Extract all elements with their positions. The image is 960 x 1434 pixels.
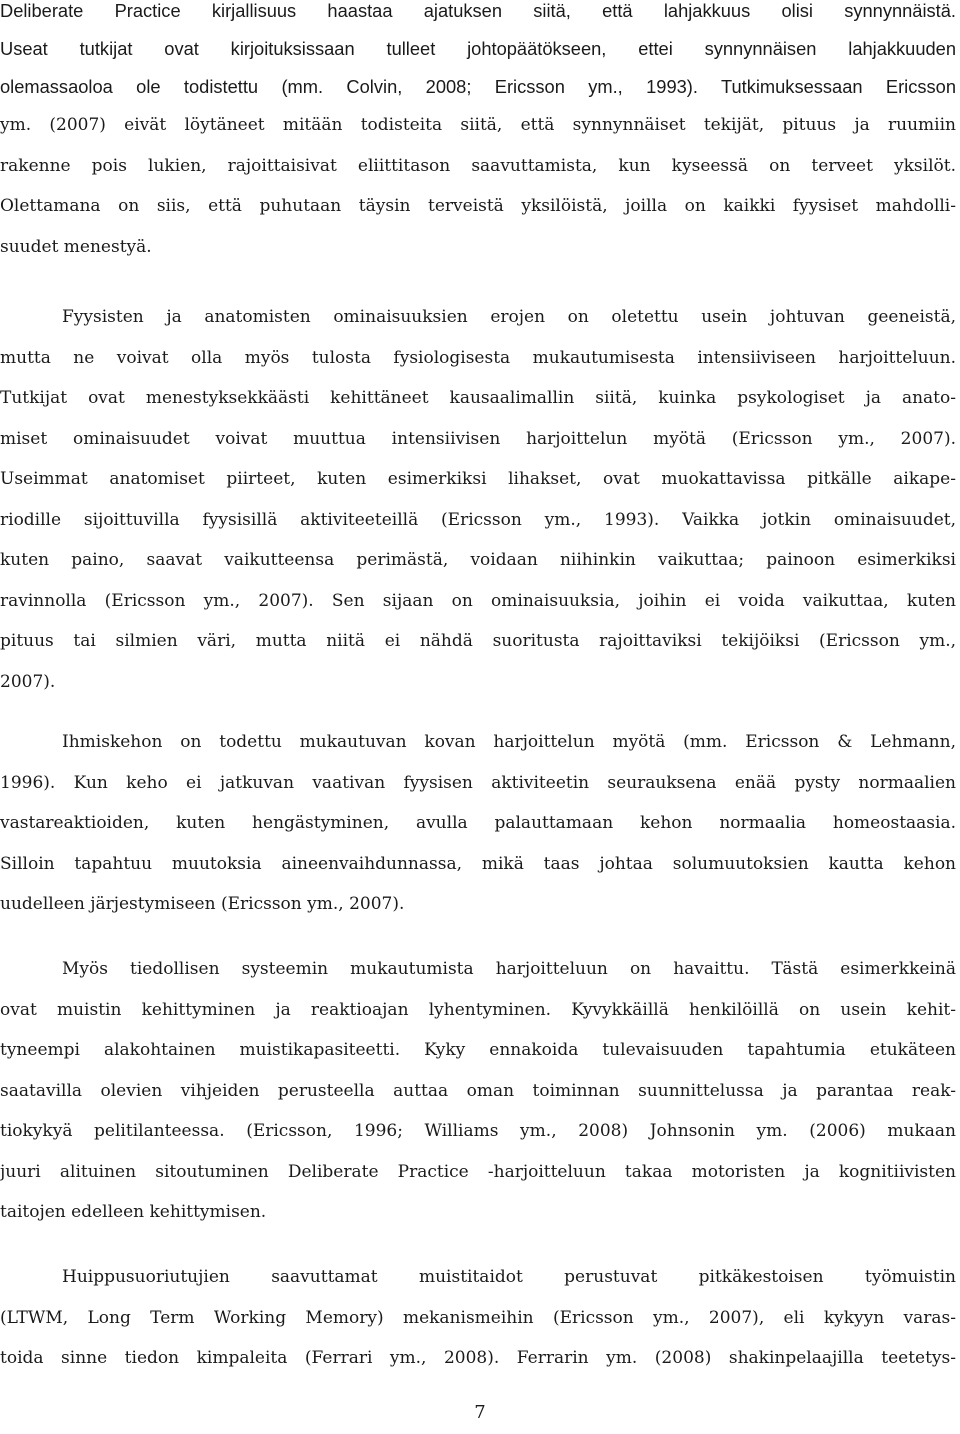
text-line: rakenne pois lukien, rajoittaisivat eliittitason saavuttamista, kun kyseessä on terveet yksilöt.	[0, 155, 956, 176]
text-line: pituus tai silmien väri, mutta niitä ei nähdä suoritusta rajoittaviksi tekijöiksi (Ericsson ym.,	[0, 631, 956, 651]
text-line: saatavilla olevien vihjeiden perusteella auttaa oman toiminnan suunnittelussa ja parantaa reak-	[0, 1080, 956, 1101]
text-line: Myös tiedollisen systeemin mukautumista harjoitteluun on havaittu. Tästä esimerkkeinä	[62, 959, 956, 979]
paragraph-intro	[0, 0, 956, 106]
text-line: Deliberate Practice kirjallisuus haastaa ajatuksen siitä, että lahjakkuus olisi synnynnäistä.	[0, 0, 956, 21]
text-line: tyneempi alakohtainen muistikapasiteetti. Kyky ennakoida tulevaisuuden tapahtumia etukäteen	[0, 1040, 956, 1060]
text-line: taitojen edelleen kehittymisen.	[0, 1202, 267, 1222]
text-line: vastareaktioiden, kuten hengästyminen, avulla palauttamaan kehon normaalia homeostaasia.	[0, 813, 956, 833]
text-line: mutta ne voivat olla myös tulosta fysiologisesta mukautumisesta intensiiviseen harjoitteluun.	[0, 347, 956, 368]
page-number: 7	[474, 1402, 486, 1423]
text-line: 2007).	[0, 671, 56, 692]
text-line: Fyysisten ja anatomisten ominaisuuksien erojen on oletettu usein johtuvan geeneistä,	[62, 307, 956, 327]
text-line: ym. (2007) eivät löytäneet mitään todisteita siitä, että synnynnäiset tekijät, pituus ja ruumiin	[0, 115, 956, 135]
text-line: Olettamana on siis, että puhutaan täysin terveistä yksilöistä, joilla on kaikki fyysiset mahdolli-	[0, 196, 956, 216]
paragraph-memory	[0, 1257, 956, 1379]
text-line: ravinnolla (Ericsson ym., 2007). Sen sijaan on ominaisuuksia, joihin ei voida vaikuttaa, kuten	[0, 590, 956, 611]
text-line: ovat muistin kehittyminen ja reaktioajan lyhentyminen. Kyvykkäillä henkilöillä on usein kehit-	[0, 999, 956, 1020]
text-line: kuten paino, saavat vaikutteensa perimästä, voidaan niihinkin vaikuttaa; painoon esimerkiksi	[0, 550, 956, 570]
text-line: Useat tutkijat ovat kirjoituksissaan tulleet johtopäätökseen, ettei synnynnäisen lahjakkuuden	[0, 38, 956, 59]
text-line: riodille sijoittuvilla fyysisillä aktiviteeteillä (Ericsson ym., 1993). Vaikka jotkin ominaisuudet,	[0, 509, 956, 530]
paragraph-cognitive-adaptation	[0, 949, 956, 1233]
text-line: suudet menestyä.	[0, 236, 152, 257]
text-line: Tutkijat ovat menestyksekkäästi kehittäneet kausaalimallin siitä, kuinka psykologiset ja anato-	[0, 388, 956, 408]
paragraph-body-adaptation	[0, 722, 956, 925]
text-line: juuri alituinen sitoutuminen Deliberate Practice -harjoitteluun takaa motoristen ja kognitiivisten	[0, 1161, 956, 1182]
paragraph-intro-continued	[0, 105, 956, 267]
text-line: 1996). Kun keho ei jatkuvan vaativan fyysisen aktiviteetin seurauksena enää pysty normaalien	[0, 772, 956, 793]
text-line: olemassaoloa ole todistettu (mm. Colvin, 2008; Ericsson ym., 1993). Tutkimuksessaan Ericsson	[0, 76, 956, 97]
paragraph-anatomy	[0, 297, 956, 702]
text-line: tiokykyä pelitilanteessa. (Ericsson, 1996; Williams ym., 2008) Johnsonin ym. (2006) mukaan	[0, 1121, 956, 1141]
text-line: (LTWM, Long Term Working Memory) mekanismeihin (Ericsson ym., 2007), eli kykyyn varas-	[0, 1307, 956, 1328]
text-line: Ihmiskehon on todettu mukautuvan kovan harjoittelun myötä (mm. Ericsson & Lehmann,	[62, 732, 956, 752]
text-line: Useimmat anatomiset piirteet, kuten esimerkiksi lihakset, ovat muokattavissa pitkälle aikape-	[0, 469, 956, 489]
text-line: miset ominaisuudet voivat muuttua intensiivisen harjoittelun myötä (Ericsson ym., 2007).	[0, 428, 956, 449]
text-line: uudelleen järjestymiseen (Ericsson ym., 2007).	[0, 894, 405, 914]
text-line: toida sinne tiedon kimpaleita (Ferrari ym., 2008). Ferrarin ym. (2008) shakinpelaajilla teetetys-	[0, 1348, 956, 1368]
text-line: Huippusuoriutujien saavuttamat muistitaidot perustuvat pitkäkestoisen työmuistin	[62, 1267, 956, 1287]
text-line: Silloin tapahtuu muutoksia aineenvaihdunnassa, mikä taas johtaa solumuutoksien kautta kehon	[0, 853, 956, 874]
